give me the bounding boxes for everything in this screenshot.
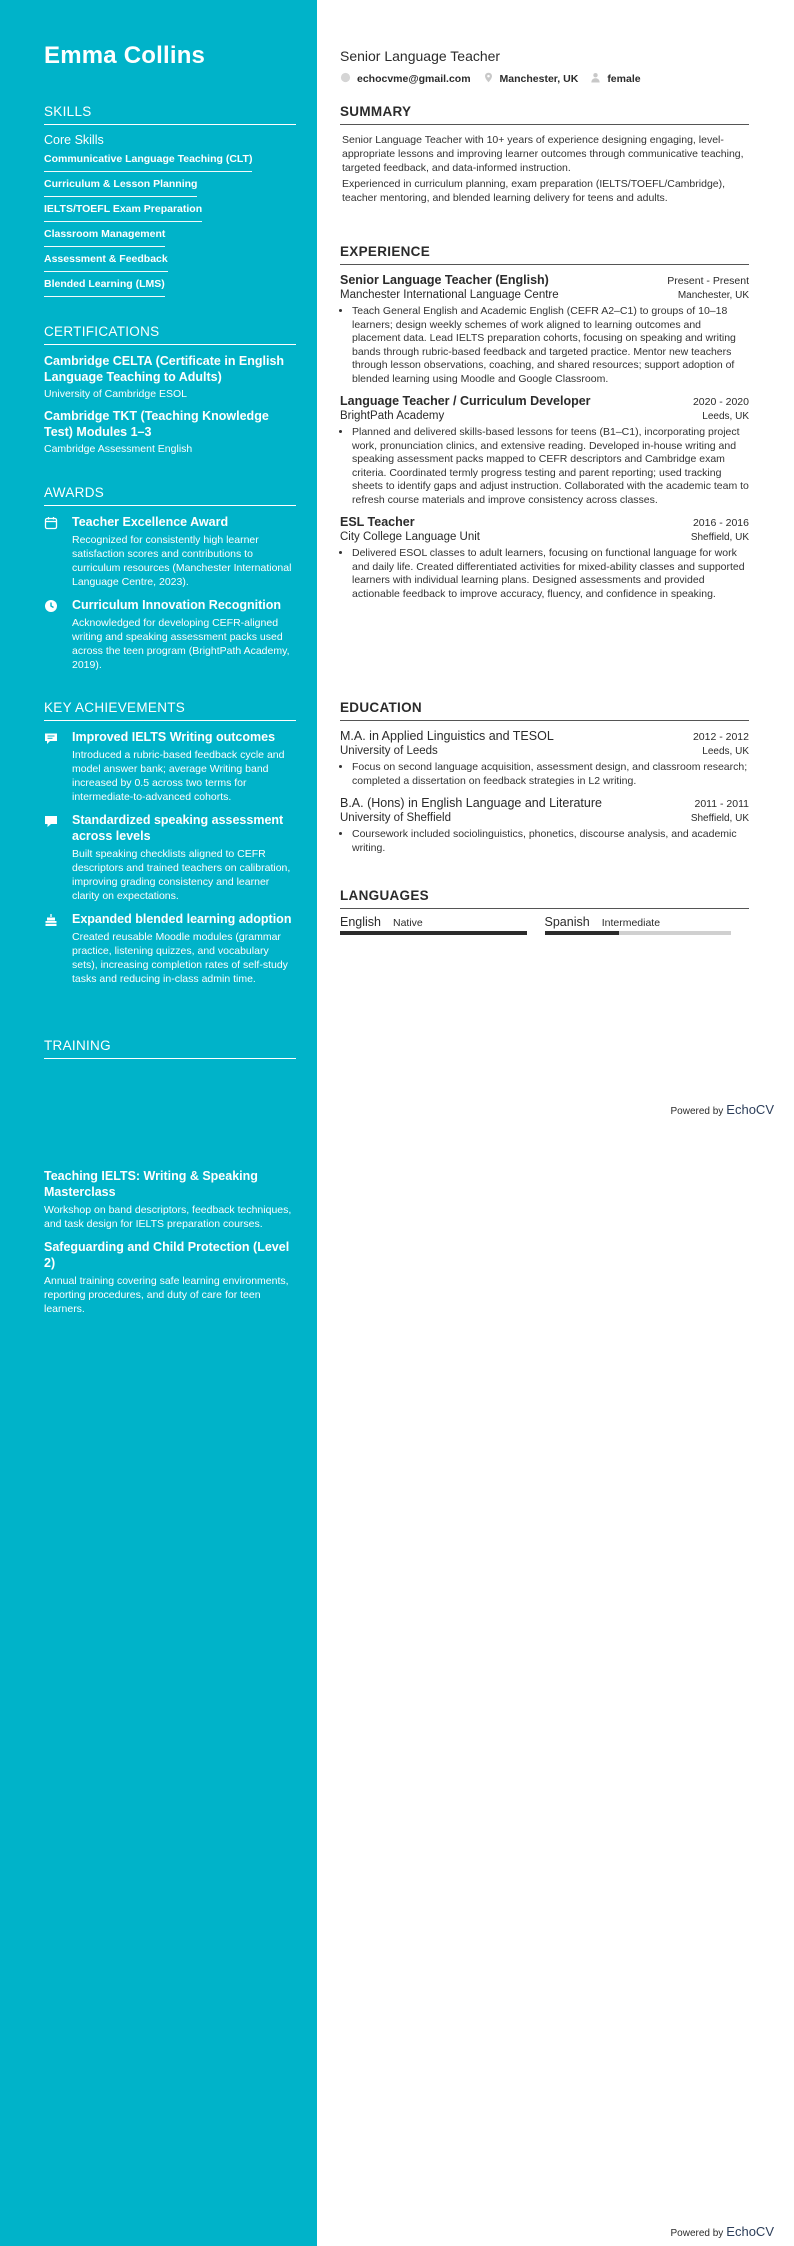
powered-by-footer <box>670 1102 774 1117</box>
award-desc: Recognized for consistently high learner satisfaction scores and contributions to curriculum resources (Manchester International Language Centre, 2023). <box>72 534 292 588</box>
training-desc: Annual training covering safe learning environments, reporting procedures, and duty of care for teen learners. <box>44 1275 289 1315</box>
achievement-title: Improved IELTS Writing outcomes <box>72 730 276 744</box>
training-title: Teaching IELTS: Writing & Speaking Masterclass <box>44 1169 258 1199</box>
achievements-heading: KEY ACHIEVEMENTS <box>44 700 296 721</box>
person-icon <box>590 72 607 86</box>
certifications-heading: CERTIFICATIONS <box>44 324 296 345</box>
achievement-desc: Introduced a rubric-based feedback cycle and model answer bank; average Writing band increased by 0.5 across two terms for intermediate-to-advanced cohorts. <box>72 749 285 803</box>
achievement-item <box>44 911 296 986</box>
skill-item: IELTS/TOEFL Exam Preparation <box>44 200 202 222</box>
summary-paragraph: Experienced in curriculum planning, exam preparation (IELTS/TOEFL/Cambridge), teacher mentoring, and blended learning delivery for teens and adults. <box>342 178 726 204</box>
skills-section <box>44 104 296 297</box>
email-icon <box>340 72 357 86</box>
language-bar-fill <box>340 931 527 935</box>
achievement-item <box>44 812 296 903</box>
email-text[interactable]: echocvme@gmail.com <box>357 73 471 85</box>
achievement-desc: Built speaking checklists aligned to CEFR descriptors and trained teachers on calibration, improving grading consistency and learner clarity on expectations. <box>72 848 291 902</box>
cert-title: Cambridge CELTA (Certificate in English Language Teaching to Adults) <box>44 354 285 384</box>
speech-bubble-icon <box>44 812 72 903</box>
experience-item <box>340 273 749 386</box>
education-bullet: • Coursework included sociolinguistics, phonetics, discourse analysis, and academic writing. <box>352 828 749 855</box>
summary-paragraph: Senior Language Teacher with 10+ years of experience designing engaging, level-appropriate lessons and improving learner outcomes through communicative teaching, targeted feedback, and data-informed instruction. <box>342 134 744 174</box>
experience-role: Senior Language Teacher (English) <box>340 273 549 287</box>
language-item <box>545 915 732 935</box>
language-bar <box>340 931 527 935</box>
award-item <box>44 514 296 589</box>
job-title: Senior Language Teacher <box>340 48 501 64</box>
summary-section <box>340 104 749 205</box>
skill-item: Communicative Language Teaching (CLT) <box>44 150 252 172</box>
location-text: Manchester, UK <box>499 73 579 85</box>
experience-date: Present - Present <box>667 275 749 287</box>
education-date: 2011 - 2011 <box>694 798 749 810</box>
summary-heading: SUMMARY <box>340 104 749 125</box>
language-bar <box>545 931 732 935</box>
education-bullet: • Focus on second language acquisition, assessment design, and classroom research; completed a dissertation on feedback strategies in L2 writing. <box>352 761 749 788</box>
experience-bullet: • Delivered ESOL classes to adult learners, focusing on functional language for work and daily life. Created differentiated activities for mixed-ability classes and supported learners with individual learning plans. Designed assessments and provided actionable feedback to improve accuracy, fluency, and confidence in speaking. <box>352 547 749 601</box>
training-section <box>44 1038 296 1059</box>
training-items <box>44 1160 296 1316</box>
education-school: University of Sheffield <box>340 812 452 824</box>
experience-location: Manchester, UK <box>677 290 749 301</box>
education-date: 2012 - 2012 <box>692 731 749 743</box>
calendar-icon <box>44 514 72 589</box>
training-desc: Workshop on band descriptors, feedback techniques, and task design for IELTS preparation courses. <box>44 1204 292 1230</box>
experience-org: BrightPath Academy <box>340 410 445 422</box>
award-desc: Acknowledged for developing CEFR-aligned writing and speaking assessment packs used across the teen program (BrightPath Academy, 2019). <box>72 617 290 671</box>
language-item <box>340 915 527 935</box>
language-name: Spanish <box>544 915 590 929</box>
award-item <box>44 597 296 672</box>
cert-title: Cambridge TKT (Teaching Knowledge Test) Modules 1–3 <box>44 409 269 439</box>
experience-bullet: • Teach General English and Academic English (CEFR A2–C1) to groups of 10–18 learners; design weekly schemes of work aligned to learning outcomes and placement data. Lead IELTS preparation cohorts, focusing on speaking and writing bands through rubric-based feedback and targeted practice. Mentor new teachers through lesson observations, coaching, and shared resources; support adoption of blended learning using Moodle and Google Classroom. <box>352 305 749 386</box>
experience-org: Manchester International Language Centre <box>340 289 559 301</box>
experience-bullet: • Planned and delivered skills-based lessons for teens (B1–C1), incorporating project work, pronunciation clinics, and extensive reading. Developed in-house writing and speaking assessment packs mapped to CEFR descriptors and Cambridge exam criteria. Coordinated termly progress testing and parent reporting; used tracking sheets to identify gaps and adjust instruction. Collaborated with the academic team to refresh course materials and improve consistency across classes. <box>352 426 749 507</box>
skills-heading: SKILLS <box>44 104 296 125</box>
location-pin-icon <box>483 72 500 86</box>
skills-subheading: Core Skills <box>44 133 104 147</box>
powered-label: Powered by <box>670 2228 724 2239</box>
language-bar-fill <box>545 931 620 935</box>
education-item <box>340 796 749 855</box>
clock-icon <box>44 597 72 672</box>
main-content <box>317 0 794 2246</box>
education-heading: EDUCATION <box>340 700 749 721</box>
experience-heading: EXPERIENCE <box>340 244 749 265</box>
education-school: University of Leeds <box>340 745 438 757</box>
achievement-title: Standardized speaking assessment across levels <box>72 813 284 843</box>
award-title: Curriculum Innovation Recognition <box>72 598 282 612</box>
language-level: Intermediate <box>601 917 661 929</box>
skill-item: Blended Learning (LMS) <box>44 275 165 297</box>
experience-role: Language Teacher / Curriculum Developer <box>340 394 591 408</box>
cake-icon <box>44 911 72 986</box>
awards-section <box>44 485 296 672</box>
experience-item <box>340 394 749 507</box>
achievements-section <box>44 700 296 986</box>
award-title: Teacher Excellence Award <box>72 515 229 529</box>
experience-org: City College Language Unit <box>340 531 481 543</box>
languages-section <box>340 888 749 935</box>
gender-text: female <box>607 73 641 85</box>
brand-logo[interactable]: EchoCV <box>726 1102 774 1117</box>
education-location: Sheffield, UK <box>690 813 749 824</box>
powered-label: Powered by <box>670 1106 724 1117</box>
language-name: English <box>340 915 381 929</box>
language-level: Native <box>393 917 423 929</box>
languages-heading: LANGUAGES <box>340 888 749 909</box>
chat-bubble-icon <box>44 729 72 804</box>
education-location: Leeds, UK <box>702 746 749 757</box>
experience-location: Leeds, UK <box>702 411 749 422</box>
training-heading: TRAINING <box>44 1038 296 1059</box>
education-degree: B.A. (Hons) in English Language and Literature <box>340 796 602 810</box>
education-section <box>340 700 749 855</box>
skill-item: Curriculum & Lesson Planning <box>44 175 197 197</box>
achievement-title: Expanded blended learning adoption <box>72 912 292 926</box>
experience-date: 2016 - 2016 <box>692 517 749 529</box>
experience-section <box>340 244 749 601</box>
skill-item: Classroom Management <box>44 225 165 247</box>
sidebar <box>0 0 317 2246</box>
powered-by-footer <box>670 2224 774 2239</box>
achievement-item <box>44 729 296 804</box>
awards-heading: AWARDS <box>44 485 296 506</box>
achievement-desc: Created reusable Moodle modules (grammar practice, listening quizzes, and vocabulary sets), increasing completion rates of self-study tasks and reducing in-class admin time. <box>72 931 288 985</box>
contact-row <box>340 72 653 86</box>
cert-org: University of Cambridge ESOL <box>44 388 187 400</box>
experience-item <box>340 515 749 601</box>
skill-item: Assessment & Feedback <box>44 250 168 272</box>
candidate-name: Emma Collins <box>44 42 206 69</box>
experience-role: ESL Teacher <box>340 515 415 529</box>
experience-location: Sheffield, UK <box>690 532 749 543</box>
certifications-section <box>44 324 296 455</box>
cert-org: Cambridge Assessment English <box>44 443 193 455</box>
brand-logo[interactable]: EchoCV <box>726 2224 774 2239</box>
experience-date: 2020 - 2020 <box>692 396 749 408</box>
education-item <box>340 729 749 788</box>
education-degree: M.A. in Applied Linguistics and TESOL <box>340 729 554 743</box>
training-title: Safeguarding and Child Protection (Level 2) <box>44 1240 290 1270</box>
